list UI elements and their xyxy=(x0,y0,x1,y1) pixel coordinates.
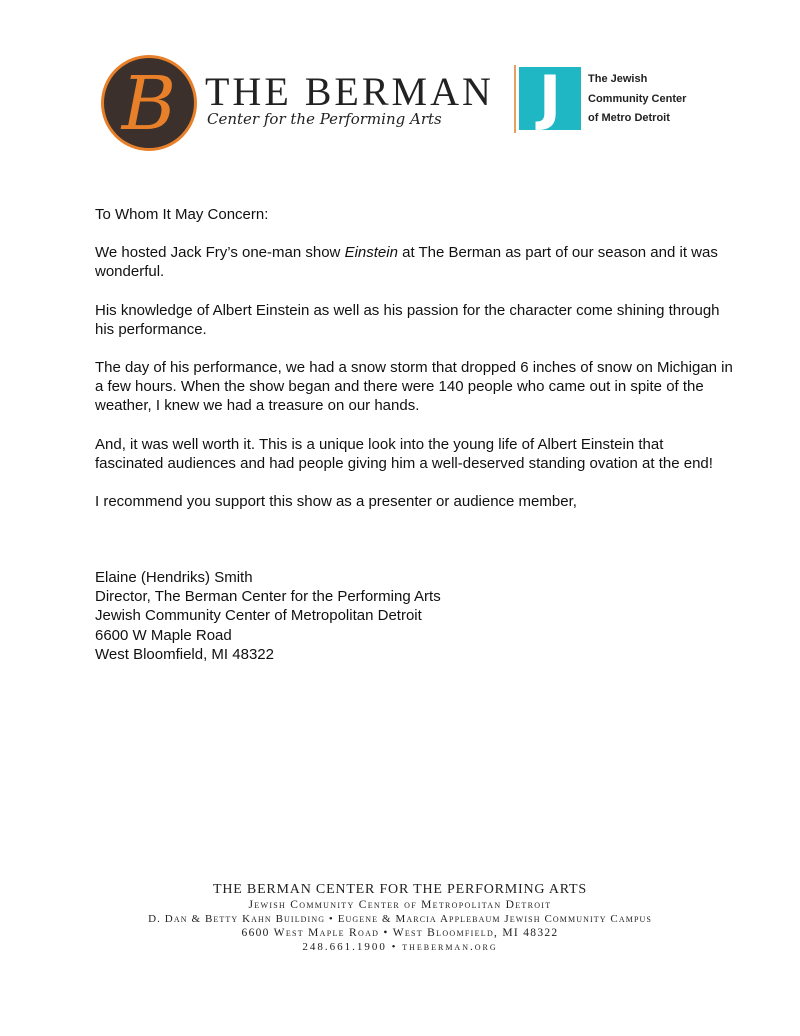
footer-line: THE BERMAN CENTER FOR THE PERFORMING ARTS xyxy=(213,882,587,897)
jcc-name xyxy=(588,70,686,129)
footer-line: 6600 West Maple Road • West Bloomfield, MI 48322 xyxy=(241,927,559,939)
footer-line: Jewish Community Center of Metropolitan Detroit xyxy=(248,899,552,911)
signer-street: 6600 W Maple Road xyxy=(95,626,232,644)
signer-name: Elaine (Hendriks) Smith xyxy=(95,569,253,586)
signer-title: Director, The Berman Center for the Performing Arts xyxy=(95,588,441,606)
jcc-line: The Jewish xyxy=(588,73,648,85)
berman-subtitle: Center for the Performing Arts xyxy=(207,110,442,128)
letter-body xyxy=(95,205,735,530)
jcc-line: of Metro Detroit xyxy=(588,112,670,124)
paragraph: I recommend you support this show as a presenter or audience member, xyxy=(95,493,577,511)
jcc-line: Community Center xyxy=(588,92,687,105)
paragraph: His knowledge of Albert Einstein as well as his passion for the character come shining through his performance. xyxy=(95,301,720,338)
text: at The Berman as part of our season and it was wonderful. xyxy=(95,244,718,281)
jcc-letter: J xyxy=(538,63,562,133)
footer xyxy=(0,881,800,954)
berman-logo-icon xyxy=(101,55,197,151)
paragraph xyxy=(95,243,735,281)
logo-letter: B xyxy=(121,61,177,147)
logo-divider xyxy=(514,65,516,133)
salutation: To Whom It May Concern: xyxy=(95,206,269,223)
signer-org: Jewish Community Center of Metropolitan Detroit xyxy=(95,607,422,625)
berman-title: THE BERMAN xyxy=(205,69,494,114)
paragraph: The day of his performance, we had a snow storm that dropped 6 inches of snow on Michigan in a few hours. When the show began and there were 140 people who came out in spite of the weather, I knew we had a treasure on our hands. xyxy=(95,359,733,415)
paragraph: And, it was well worth it. This is a unique look into the young life of Albert Einstein that fascinated audiences and had people giving him a well-deserved standing ovation at the end! xyxy=(95,435,713,472)
show-title: Einstein xyxy=(344,244,398,262)
jcc-logo-icon xyxy=(519,63,581,133)
signer-city: West Bloomfield, MI 48322 xyxy=(95,645,274,663)
footer-line: D. Dan & Betty Kahn Building • Eugene & Marcia Applebaum Jewish Community Campus xyxy=(148,913,652,925)
signature-block xyxy=(95,568,441,664)
text: We hosted Jack Fry’s one-man show xyxy=(95,244,345,262)
footer-line: 248.661.1900 • theberman.org xyxy=(302,941,498,953)
